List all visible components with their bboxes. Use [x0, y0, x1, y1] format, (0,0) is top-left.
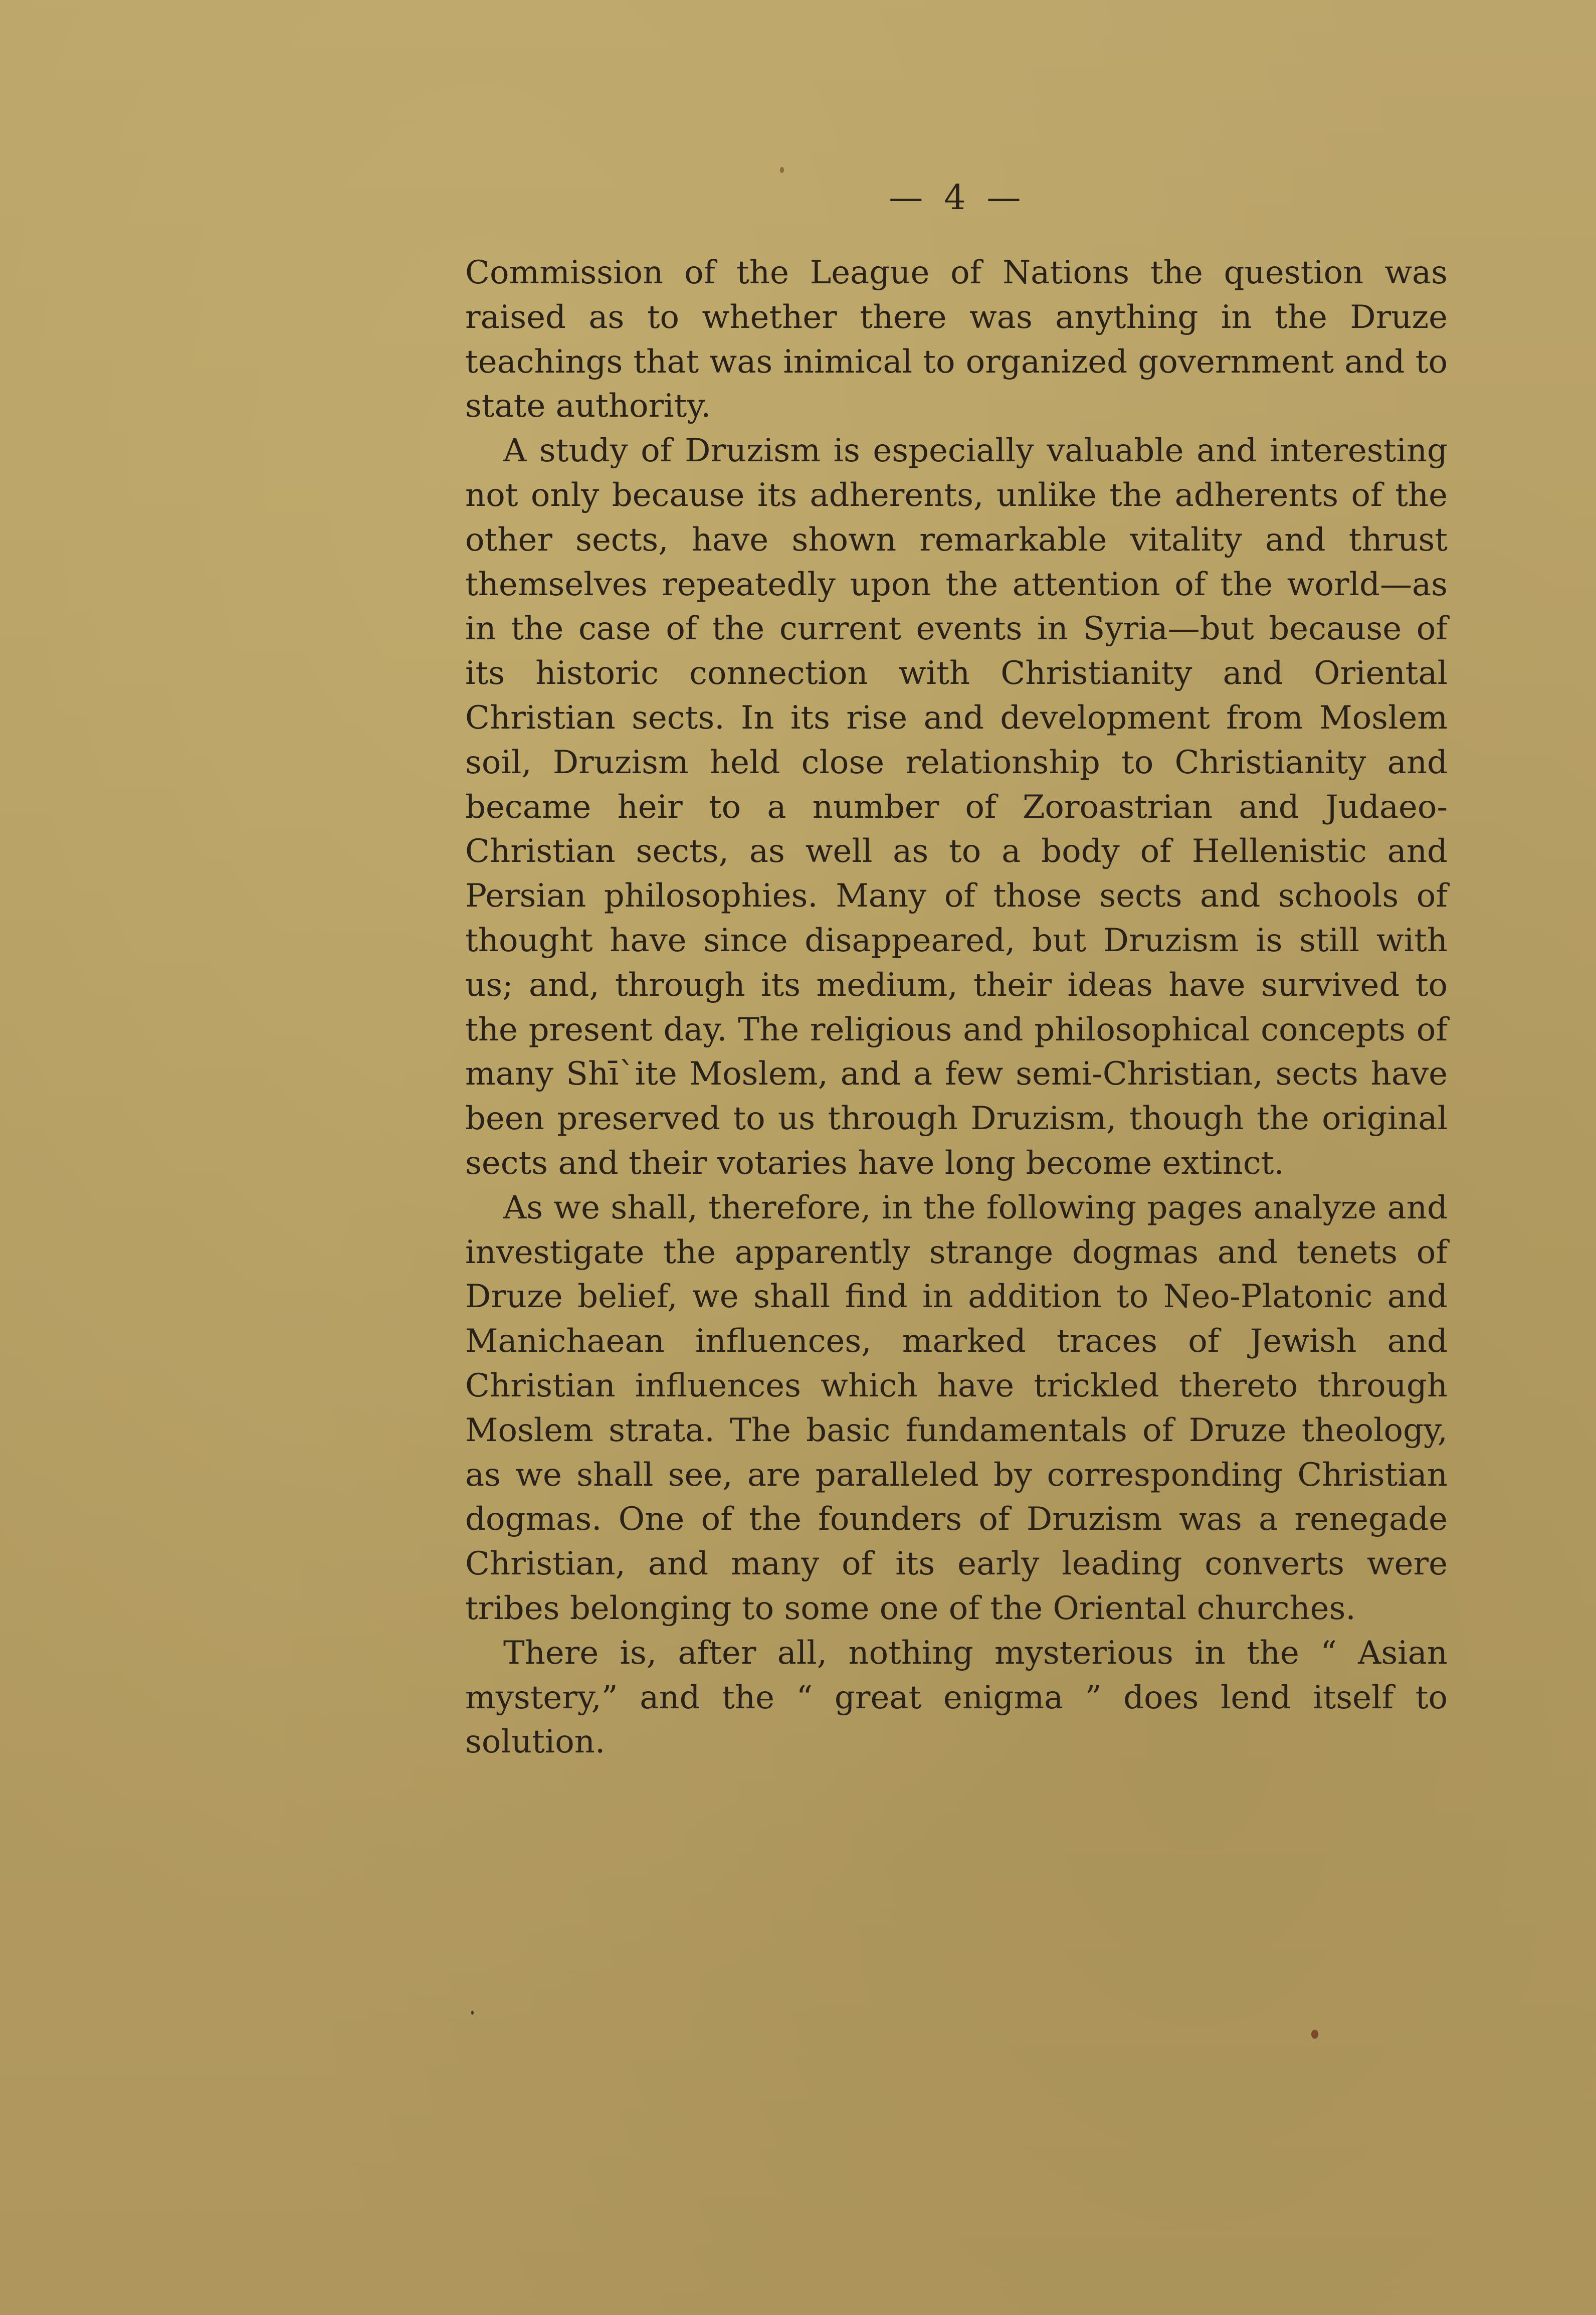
- paper-speck: [780, 167, 784, 173]
- paper-speck: [471, 2011, 474, 2015]
- body-text: [465, 251, 1448, 1764]
- page-number: — 4 —: [889, 178, 1026, 218]
- paragraph: A study of Druzism is especially valuable and interesting not only because its adherents, unlike the adherents of the other sects, have shown remarkable vitality and thrust themselves repeatedly upon the attention of the world—as in the case of the current events in Syria—but because of its historic connection with Christianity and Oriental Christian sects. In its rise and development from Moslem soil, Druzism held close relationship to Christianity and became heir to a number of Zoroastrian and Judaeo-Christian sects, as well as to a body of Hellenistic and Persian philosophies. Many of those sects and schools of thought have since disappeared, but Druzism is still with us; and, through its medium, their ideas have survived to the present day. The religious and philosophical concepts of many Shī`ite Moslem, and a few semi-Christian, sects have been preserved to us through Druzism, though the original sects and their votaries have long become extinct.: [465, 432, 1448, 1182]
- paragraph: As we shall, therefore, in the following pages analyze and investigate the apparently strange dogmas and tenets of Druze belief, we shall find in addition to Neo-Platonic and Manichaean influences, marked traces of Jewish and Christian influences which have trickled thereto through Moslem strata. The basic fundamentals of Druze theology, as we shall see, are paralleled by corresponding Christian dogmas. One of the founders of Druzism was a renegade Christian, and many of its early leading converts were tribes belonging to some one of the Oriental churches.: [465, 1189, 1448, 1627]
- paragraph: Commission of the League of Nations the question was raised as to whether there was anything in the Druze teachings that was inimical to organized government and to state authority.: [465, 254, 1448, 425]
- paper-speck: [1311, 2030, 1318, 2039]
- paragraph: There is, after all, nothing mysterious in the “ Asian mystery,” and the “ great enigma ” does lend itself to solution.: [465, 1634, 1448, 1761]
